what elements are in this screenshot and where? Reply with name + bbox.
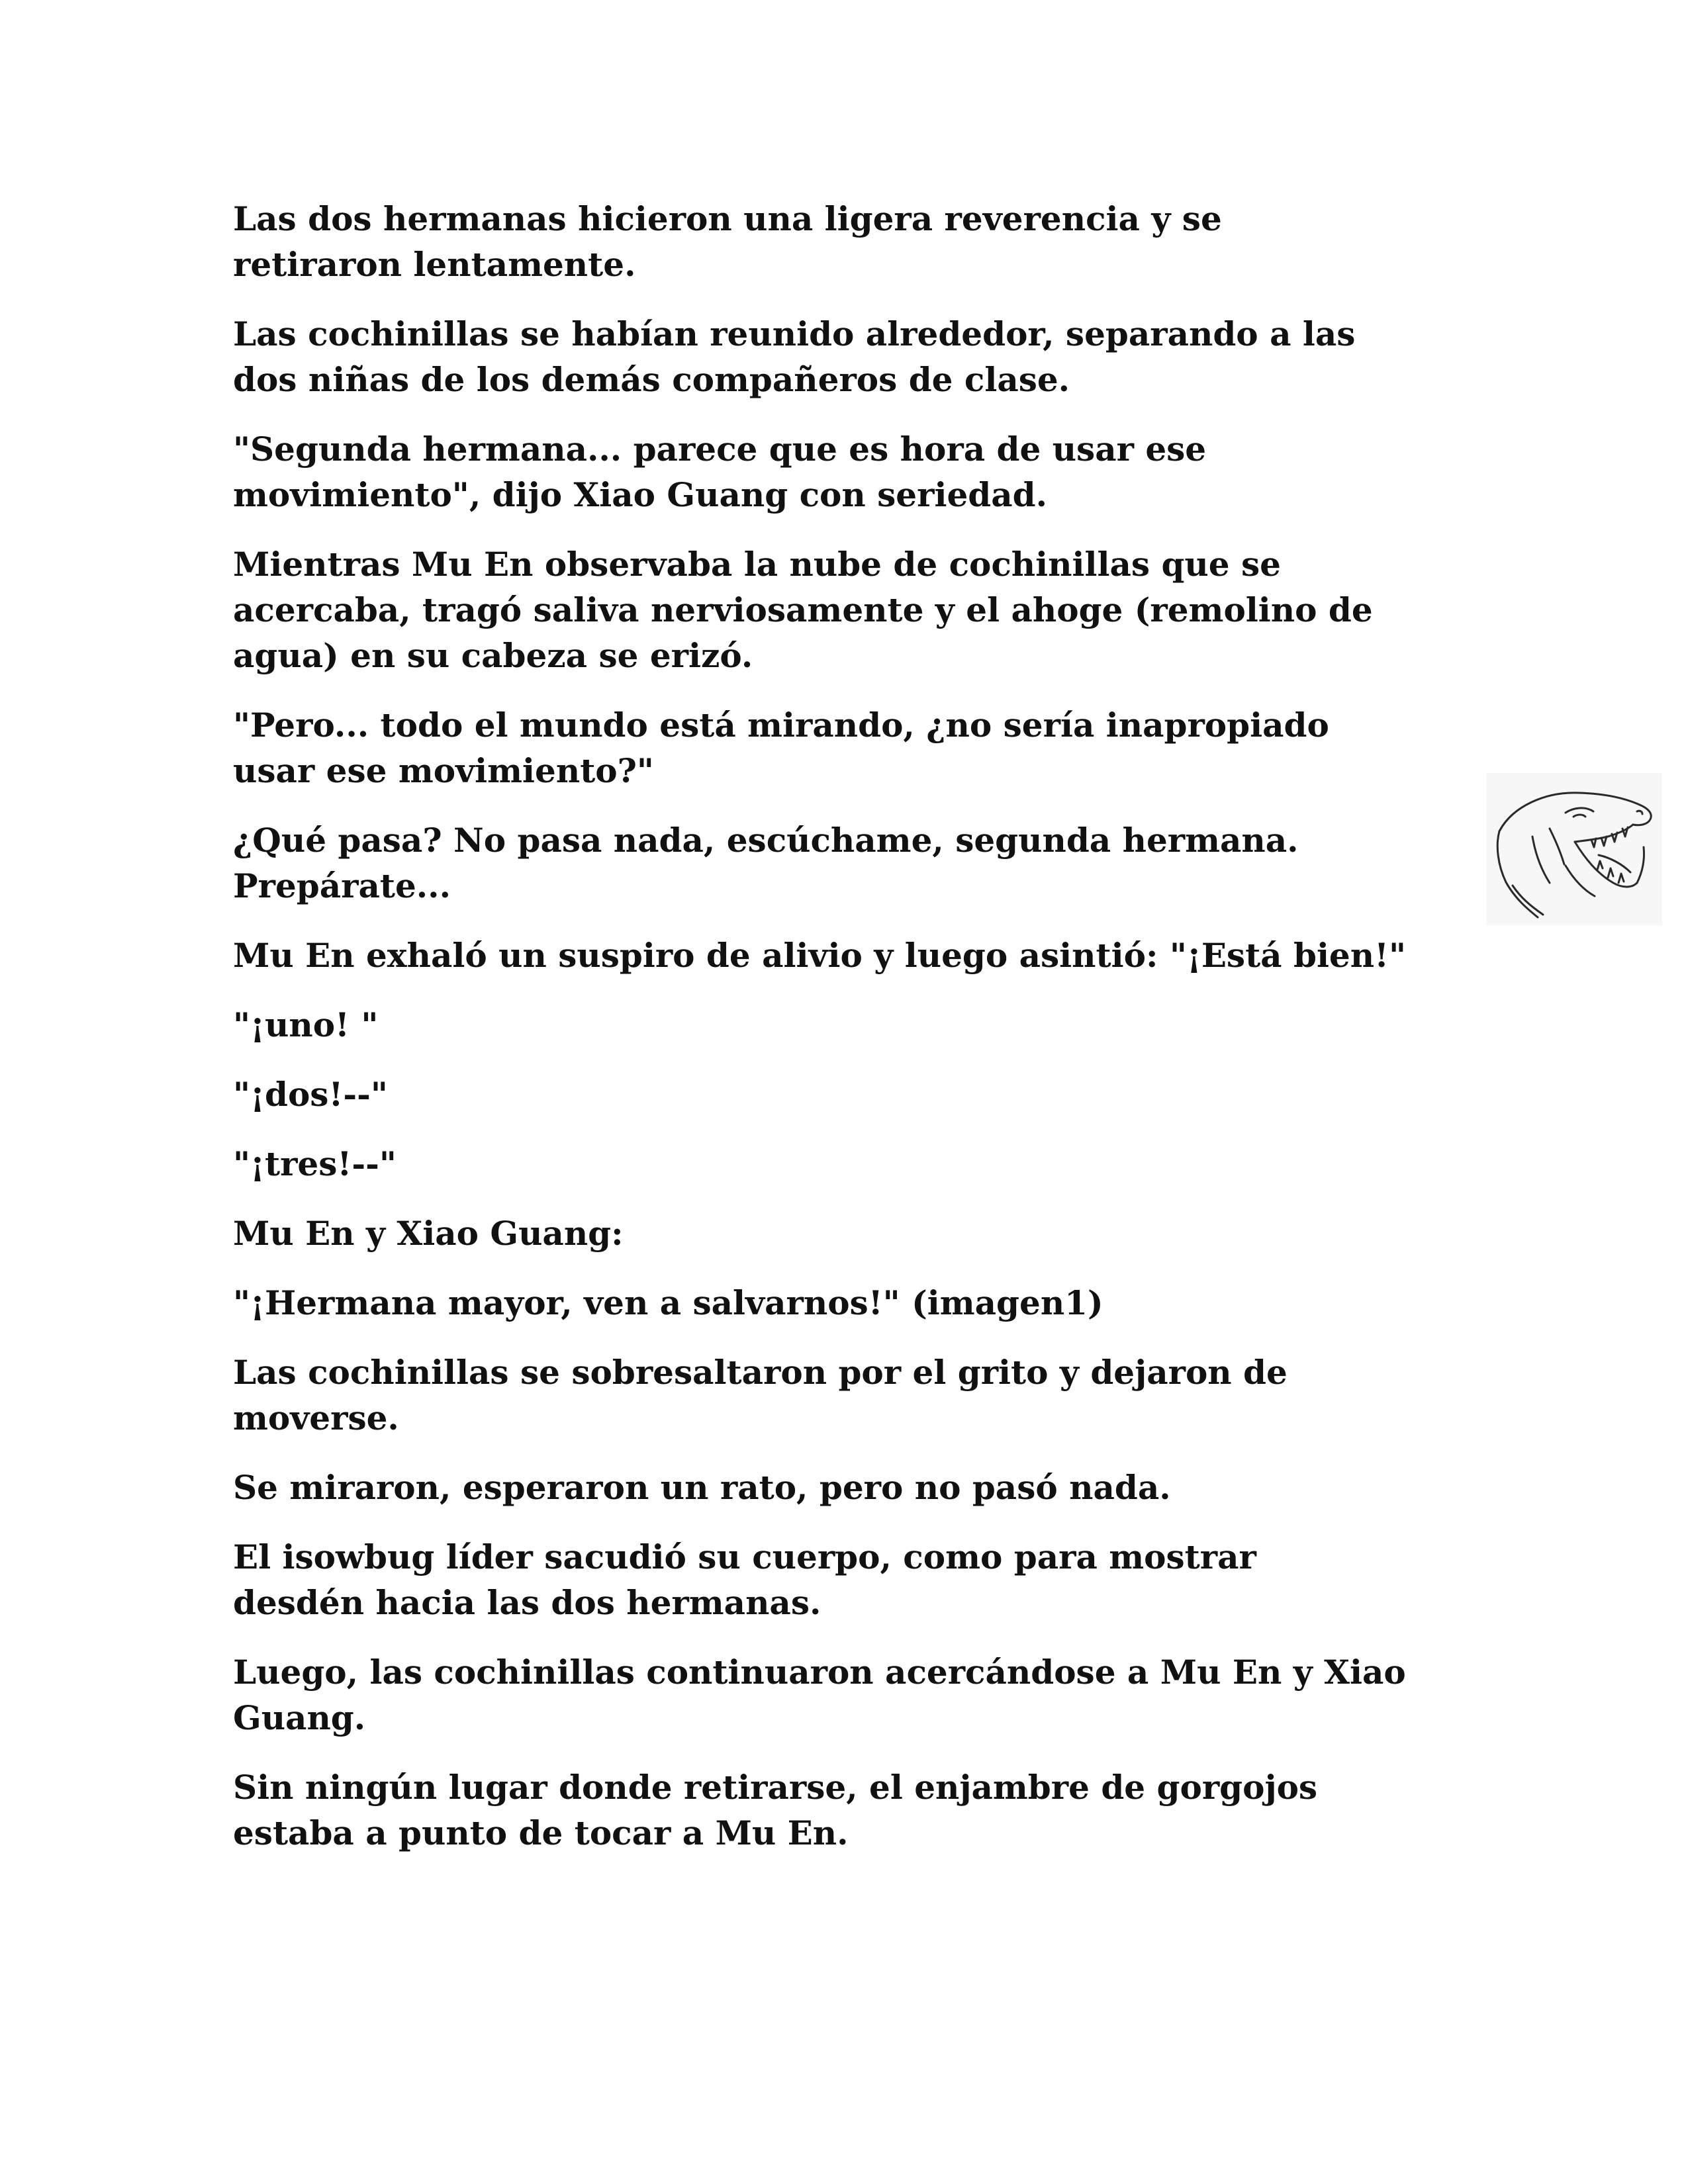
paragraph-line: Mu En y Xiao Guang: xyxy=(233,1214,624,1253)
paragraph-9 xyxy=(233,1071,1477,1117)
paragraph-line: ¿Qué pasa? No pasa nada, escúchame, segunda hermana. xyxy=(233,821,1299,860)
paragraph-10 xyxy=(233,1141,1477,1187)
paragraph-line: Las cochinillas se sobresaltaron por el grito y dejaron de xyxy=(233,1353,1288,1392)
paragraph-line: dos niñas de los demás compañeros de clase. xyxy=(233,360,1070,399)
paragraph-line: Mientras Mu En observaba la nube de cochinillas que se xyxy=(233,545,1281,584)
paragraph-7 xyxy=(233,933,1477,978)
paragraph-line: "¡uno! " xyxy=(233,1005,379,1044)
paragraph-1 xyxy=(233,196,1477,287)
paragraph-line: movimiento", dijo Xiao Guang con seriedad. xyxy=(233,475,1047,514)
paragraph-2 xyxy=(233,311,1477,402)
paragraph-line: Las cochinillas se habían reunido alrededor, separando a las xyxy=(233,314,1356,353)
dinosaur-head-sketch-icon xyxy=(1486,773,1662,925)
paragraph-12 xyxy=(233,1280,1477,1326)
paragraph-15 xyxy=(233,1534,1477,1625)
paragraph-line: "Pero... todo el mundo está mirando, ¿no sería inapropiado xyxy=(233,705,1329,745)
paragraph-line: Se miraron, esperaron un rato, pero no pasó nada. xyxy=(233,1468,1171,1507)
paragraph-line: retiraron lentamente. xyxy=(233,245,636,284)
paragraph-line: Luego, las cochinillas continuaron acercándose a Mu En y Xiao xyxy=(233,1653,1406,1692)
paragraph-line: desdén hacia las dos hermanas. xyxy=(233,1583,821,1622)
paragraph-line: Sin ningún lugar donde retirarse, el enjambre de gorgojos xyxy=(233,1768,1318,1807)
paragraph-11 xyxy=(233,1210,1477,1256)
paragraph-3 xyxy=(233,426,1477,518)
paragraph-16 xyxy=(233,1649,1477,1741)
paragraph-line: Guang. xyxy=(233,1698,366,1737)
paragraph-line: "¡dos!--" xyxy=(233,1075,388,1114)
story-text xyxy=(233,196,1477,1880)
paragraph-line: agua) en su cabeza se erizó. xyxy=(233,636,753,675)
paragraph-17 xyxy=(233,1764,1477,1856)
paragraph-line: moverse. xyxy=(233,1398,399,1437)
paragraph-4 xyxy=(233,541,1477,678)
paragraph-line: Prepárate... xyxy=(233,866,451,905)
paragraph-13 xyxy=(233,1349,1477,1441)
paragraph-line: Las dos hermanas hicieron una ligera reverencia y se xyxy=(233,199,1222,238)
paragraph-line: acercaba, tragó saliva nerviosamente y el ahoge (remolino de xyxy=(233,590,1373,629)
paragraph-14 xyxy=(233,1465,1477,1510)
paragraph-line: "Segunda hermana... parece que es hora de usar ese xyxy=(233,430,1207,469)
paragraph-line: estaba a punto de tocar a Mu En. xyxy=(233,1813,849,1852)
paragraph-line: Mu En exhaló un suspiro de alivio y luego asintió: "¡Está bien!" xyxy=(233,936,1407,975)
paragraph-line: "¡tres!--" xyxy=(233,1144,397,1183)
paragraph-line: usar ese movimiento?" xyxy=(233,751,654,790)
paragraph-5 xyxy=(233,702,1477,794)
paragraph-8 xyxy=(233,1002,1477,1048)
paragraph-6 xyxy=(233,817,1477,909)
paragraph-line: El isowbug líder sacudió su cuerpo, como para mostrar xyxy=(233,1537,1256,1576)
paragraph-line: "¡Hermana mayor, ven a salvarnos!" (imagen1) xyxy=(233,1283,1103,1322)
